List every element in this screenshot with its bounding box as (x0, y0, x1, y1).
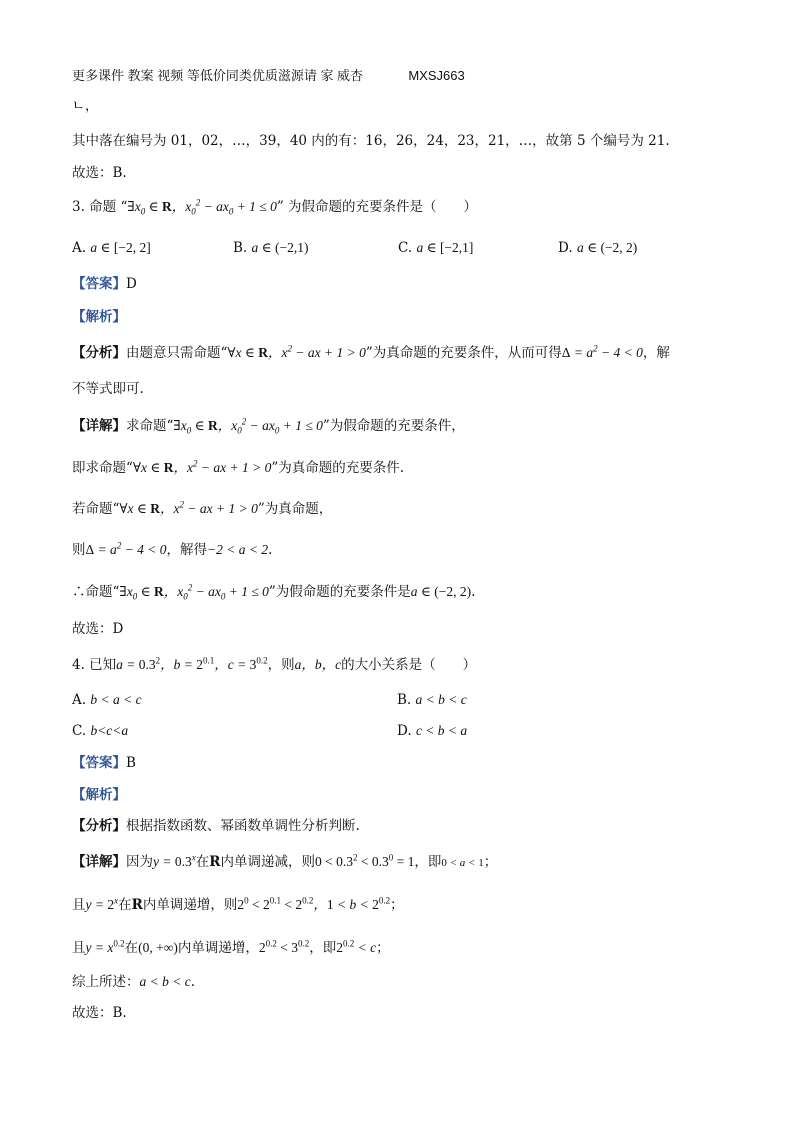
q3-detail-5: ∴命题“$\exists x_0$ ∈ R，$x_0^2 - ax_0 + 1 \le 0$”为假命题的充要条件是a ∈ (−2, 2). (72, 582, 476, 602)
q3-fenxi: 【分析】由题意只需命题“∀x ∈ R，$x^2$ − ax + 1 > 0”为真命题的充要条件，从而可得$\Delta = a^2 - 4 < 0$，解 (72, 343, 670, 361)
q4-analysis-tag: 【解析】 (72, 787, 126, 803)
q3-option-a[interactable]: A. a ∈ [−2, 2] (72, 240, 151, 256)
q3-option-b[interactable]: B. a ∈ (−2,1) (233, 240, 309, 256)
header-code: MXSJ663 (408, 68, 465, 83)
q4-stem: 4. 已知$a = 0.3^2$，$b = 2^{0.1}$，$c = 3^{0.2}$，则a，b，c的大小关系是（ ） (72, 655, 477, 673)
q4-option-d[interactable]: D. c < b < a (397, 723, 468, 739)
q3-fenxi-cont: 不等式即可. (72, 381, 144, 397)
q3-answer: 【答案】D (72, 276, 137, 292)
prev-answer: 故选：B. (72, 165, 127, 181)
header-left-text: 更多课件 教案 视频 等低价同类优质滋源请 家 威杏 (72, 68, 364, 83)
q4-answer: 【答案】B (72, 755, 136, 771)
q4-detail-3: 且$y = x^{0.2}$在(0, +∞)内单调递增，$2^{0.2} < 3^{0.2}$，即$2^{0.2} < c$； (72, 938, 390, 956)
q4-detail-1: 【详解】因为$y = 0.3^x$在R内单调递减，则$0 < 0.3^2 < 0.3^0 = 1$，即0 < a < 1； (72, 852, 498, 870)
q3-analysis-tag: 【解析】 (72, 309, 126, 325)
q4-summary: 综上所述：a < b < c. (72, 974, 196, 990)
q3-option-c[interactable]: C. a ∈ [−2,1] (398, 240, 474, 256)
q4-conclusion: 故选：B. (72, 1005, 127, 1021)
q3-option-d[interactable]: D. a ∈ (−2, 2) (558, 240, 638, 256)
q3-detail-3: 若命题“∀x ∈ R，$x^2$ − ax + 1 > 0”为真命题， (72, 499, 333, 517)
q4-detail-2: 且$y = 2^x$在R内单调递增，则$2^0 < 2^{0.1} < 2^{0.2}$，$1 < b < 2^{0.2}$； (72, 895, 404, 913)
q3-formula: $\exists x_0$ ∈ R，$x_0^2 - ax_0 + 1 \le 0$ (127, 197, 277, 217)
q4-option-c[interactable]: C. b<c<a (72, 723, 129, 739)
watermark-header (72, 66, 465, 86)
q4-option-a[interactable]: A. b < a < c (72, 692, 142, 708)
q3-detail-4: 则$\Delta = a^2 - 4 < 0$，解得−2 < a < 2. (72, 540, 273, 558)
q3-detail-1: 【详解】求命题“$\exists x_0$ ∈ R，$x_0^2 - ax_0 + 1 \le 0$”为假命题的充要条件， (72, 416, 465, 436)
page-fragment: ㄴ， (72, 98, 99, 114)
q4-option-b[interactable]: B. a < b < c (397, 692, 467, 708)
q3-conclusion: 故选：D (72, 621, 124, 637)
prev-solution-line: 其中落在编号为 01，02，…，39，40 内的有：16，26，24，23，21，…，故第 5 个编号为 21. (72, 133, 670, 149)
q4-fenxi: 【分析】根据指数函数、幂函数单调性分析判断. (72, 818, 360, 834)
q3-stem: 3. 命题 “$\exists x_0$ ∈ R，$x_0^2 - ax_0 + 1 \le 0$” 为假命题的充要条件是（ ） (72, 197, 478, 217)
q3-detail-2: 即求命题“∀x ∈ R，$x^2$ − ax + 1 > 0”为真命题的充要条件. (72, 458, 405, 476)
